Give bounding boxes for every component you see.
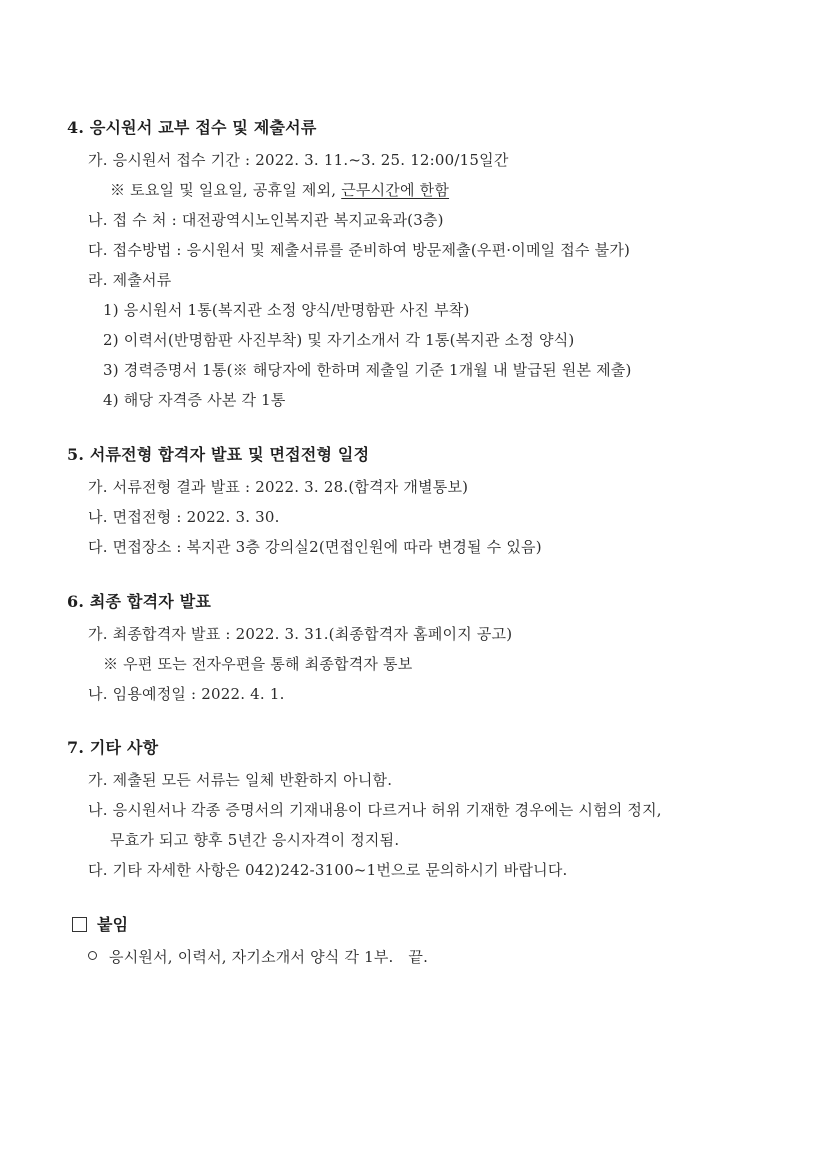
section-5-item-da: 다. 면접장소 : 복지관 3층 강의실2(면접인원에 따라 변경될 수 있음) (88, 538, 542, 556)
document-list-item: 2) 이력서(반명함판 사진부착) 및 자기소개서 각 1통(복지관 소정 양식) (103, 331, 575, 349)
section-4-item-ra: 라. 제출서류 (88, 271, 172, 289)
section-7-item-ga: 가. 제출된 모든 서류는 일체 반환하지 아니함. (88, 771, 393, 789)
attachment-heading (72, 915, 128, 935)
section-5-item-na: 나. 면접전형 : 2022. 3. 30. (88, 508, 280, 526)
document-list-item: 1) 응시원서 1통(복지관 소정 양식/반명함판 사진 부착) (103, 301, 470, 319)
section-4-item-da: 다. 접수방법 : 응시원서 및 제출서류를 준비하여 방문제출(우편·이메일 접수 불가) (88, 241, 631, 259)
note-text: ※ 토요일 및 일요일, 공휴일 제외, (110, 181, 342, 199)
section-4-ga-note (110, 180, 449, 200)
bullet-circle-icon (88, 951, 97, 960)
section-5-item-ga: 가. 서류전형 결과 발표 : 2022. 3. 28.(합격자 개별통보) (88, 478, 469, 496)
section-6-item-na: 나. 임용예정일 : 2022. 4. 1. (88, 685, 285, 703)
section-4-heading: 4. 응시원서 교부 접수 및 제출서류 (67, 118, 317, 137)
attachment-item (88, 947, 428, 967)
section-7-item-da: 다. 기타 자세한 사항은 042)242-3100~1번으로 문의하시기 바랍니다. (88, 861, 568, 879)
section-7-item-na-cont: 무효가 되고 향후 5년간 응시자격이 정지됨. (110, 831, 400, 849)
section-6-heading: 6. 최종 합격자 발표 (67, 592, 212, 611)
attachment-heading-label: 붙임 (97, 915, 129, 934)
section-7-heading: 7. 기타 사항 (67, 738, 159, 757)
section-7-item-na: 나. 응시원서나 각종 증명서의 기재내용이 다르거나 허위 기재한 경우에는 시험의 정지, (88, 801, 662, 819)
attachment-item-text: 응시원서, 이력서, 자기소개서 양식 각 1부. 끝. (109, 948, 429, 966)
document-list-item: 3) 경력증명서 1통(※ 해당자에 한하며 제출일 기준 1개월 내 발급된 원본 제출) (103, 361, 632, 379)
checkbox-square-icon (72, 917, 87, 932)
section-4-item-ga: 가. 응시원서 접수 기간 : 2022. 3. 11.~3. 25. 12:00/15일간 (88, 151, 509, 169)
section-6-ga-note: ※ 우편 또는 전자우편을 통해 최종합격자 통보 (103, 655, 413, 673)
section-5-heading: 5. 서류전형 합격자 발표 및 면접전형 일정 (67, 445, 370, 464)
section-4-item-na: 나. 접 수 처 : 대전광역시노인복지관 복지교육과(3층) (88, 211, 444, 229)
section-6-item-ga: 가. 최종합격자 발표 : 2022. 3. 31.(최종합격자 홈페이지 공고) (88, 625, 513, 643)
note-underlined-text: 근무시간에 한함 (341, 181, 450, 199)
document-list-item: 4) 해당 자격증 사본 각 1통 (103, 391, 286, 409)
